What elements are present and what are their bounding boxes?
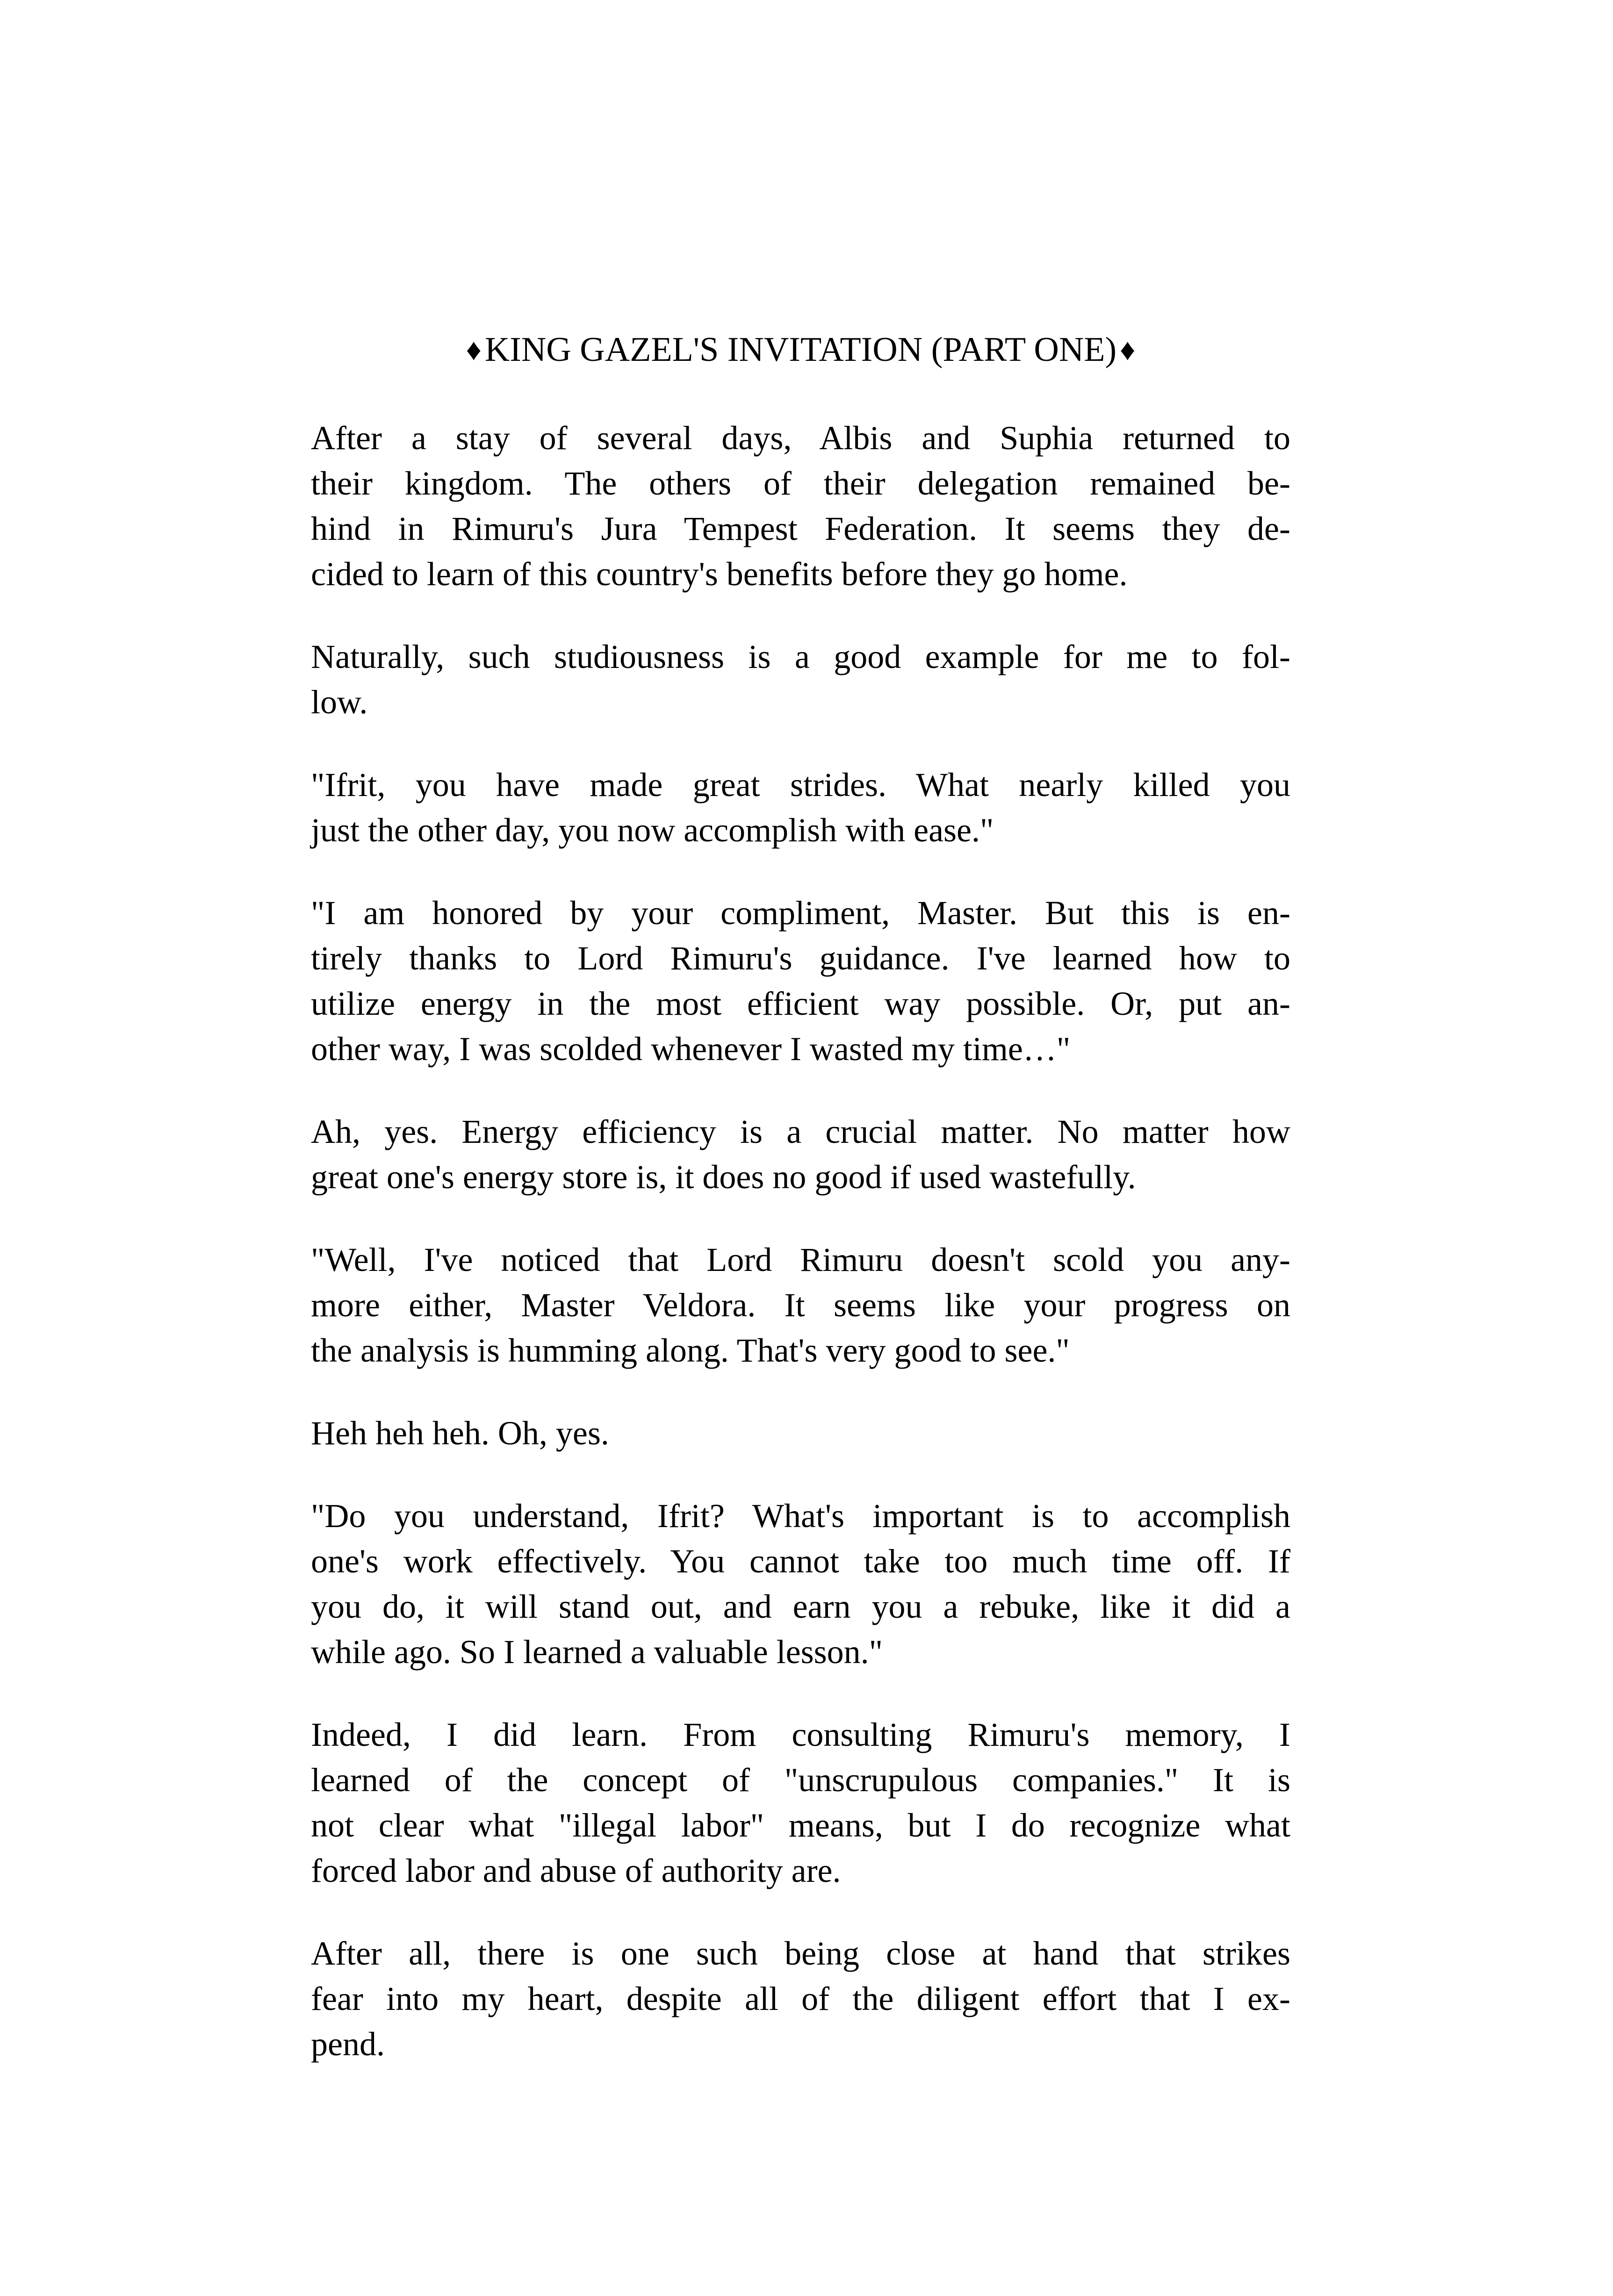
chapter-title-text: KING GAZEL'S INVITATION (PART ONE) <box>484 330 1117 369</box>
text-line: pend. <box>311 2025 385 2063</box>
text-line: Naturally, such studiousness is a good example for me to fol- <box>311 638 1290 675</box>
paragraph <box>311 1931 1290 2067</box>
paragraph <box>311 1493 1290 1675</box>
text-line: utilize energy in the most efficient way possible. Or, put an- <box>311 985 1290 1022</box>
paragraph <box>311 890 1290 1072</box>
text-line: while ago. So I learned a valuable lesson." <box>311 1633 883 1671</box>
diamond-icon-right: ♦ <box>1120 333 1136 367</box>
text-line: "Well, I've noticed that Lord Rimuru doesn't scold you any- <box>311 1241 1290 1278</box>
text-line: their kingdom. The others of their delegation remained be- <box>311 465 1290 502</box>
text-line: "I am honored by your compliment, Master. But this is en- <box>311 894 1290 932</box>
text-line: "Do you understand, Ifrit? What's important is to accomplish <box>311 1497 1290 1535</box>
paragraph <box>311 416 1290 597</box>
text-line: "Ifrit, you have made great strides. What nearly killed you <box>311 766 1290 804</box>
text-line: tirely thanks to Lord Rimuru's guidance. I've learned how to <box>311 940 1290 977</box>
text-line: the analysis is humming along. That's very good to see." <box>311 1332 1070 1369</box>
text-line: hind in Rimuru's Jura Tempest Federation. It seems they de- <box>311 510 1290 547</box>
text-line: After a stay of several days, Albis and Suphia returned to <box>311 419 1290 457</box>
text-line: forced labor and abuse of authority are. <box>311 1852 841 1889</box>
text-line: low. <box>311 683 368 721</box>
text-line: other way, I was scolded whenever I wasted my time…" <box>311 1030 1071 1068</box>
diamond-icon-left: ♦ <box>466 333 482 367</box>
text-line: learned of the concept of "unscrupulous companies." It is <box>311 1761 1290 1799</box>
paragraph <box>311 634 1290 725</box>
text-line: you do, it will stand out, and earn you a rebuke, like it did a <box>311 1588 1290 1625</box>
text-line: fear into my heart, despite all of the diligent effort that I ex- <box>311 1980 1290 2017</box>
text-line: Heh heh heh. Oh, yes. <box>311 1414 609 1452</box>
text-line: cided to learn of this country's benefits before they go home. <box>311 555 1128 593</box>
text-line: one's work effectively. You cannot take too much time off. If <box>311 1543 1290 1580</box>
text-line: more either, Master Veldora. It seems like your progress on <box>311 1286 1290 1324</box>
paragraph <box>311 1237 1290 1373</box>
paragraph <box>311 1109 1290 1200</box>
text-line: Ah, yes. Energy efficiency is a crucial matter. No matter how <box>311 1113 1290 1150</box>
chapter-body <box>311 416 1290 2067</box>
text-line: After all, there is one such being close at hand that strikes <box>311 1935 1290 1972</box>
chapter-title <box>311 327 1290 374</box>
paragraph <box>311 1411 1290 1456</box>
paragraph <box>311 762 1290 853</box>
text-line: great one's energy store is, it does no good if used wastefully. <box>311 1158 1136 1196</box>
text-line: Indeed, I did learn. From consulting Rimuru's memory, I <box>311 1716 1290 1753</box>
paragraph <box>311 1712 1290 1894</box>
text-line: not clear what "illegal labor" means, but I do recognize what <box>311 1807 1290 1844</box>
text-line: just the other day, you now accomplish with ease." <box>311 811 994 849</box>
